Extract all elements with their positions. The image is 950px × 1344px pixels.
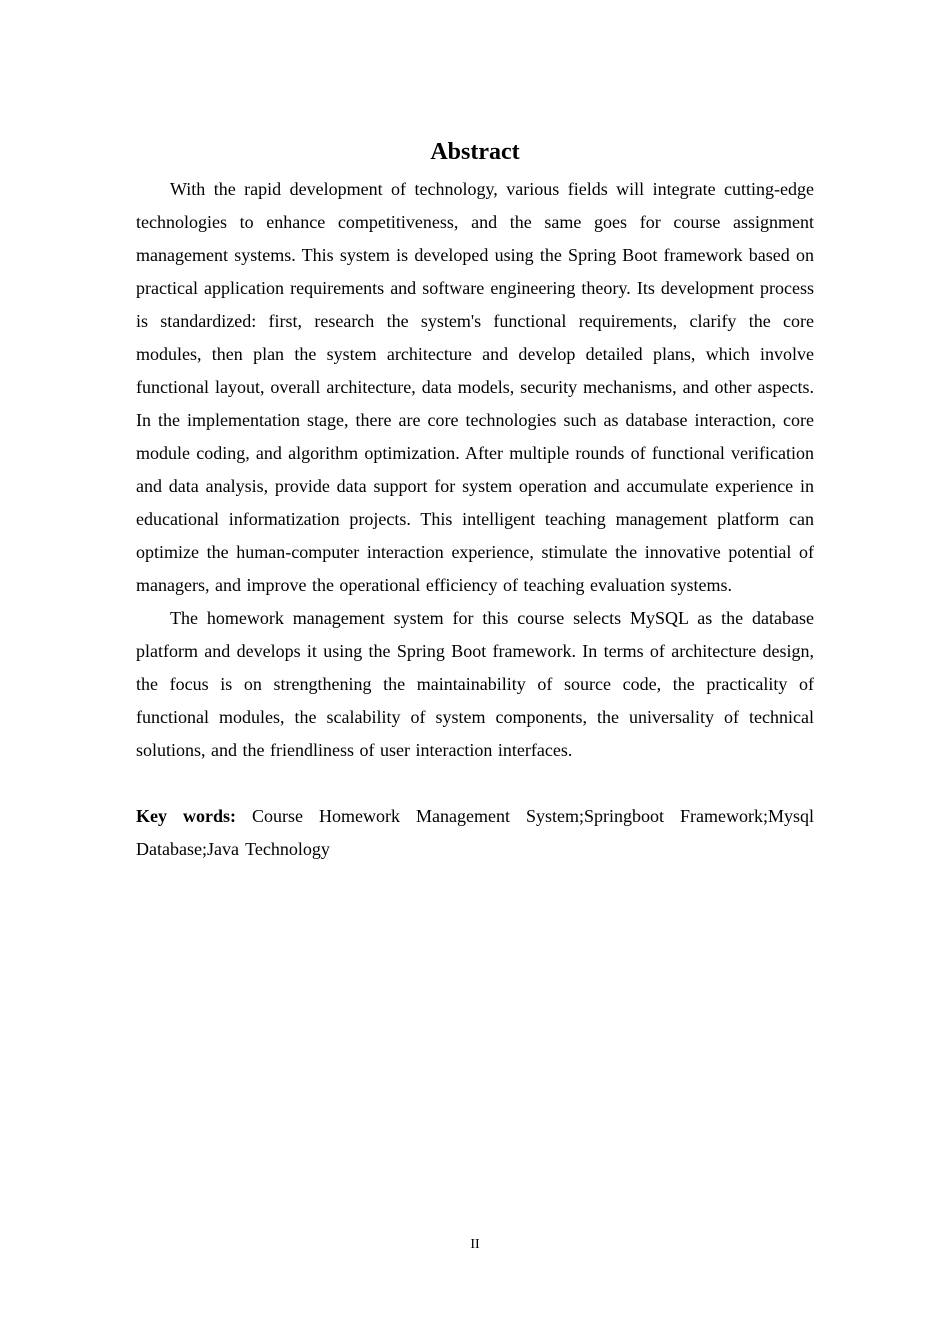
spacer (136, 767, 814, 800)
keywords-line (136, 800, 814, 866)
keywords-text: Course Homework Management System;Springboot Framework;Mysql Database;Java Technology (136, 806, 814, 859)
page-number: II (470, 1237, 480, 1252)
abstract-section (136, 134, 814, 866)
abstract-paragraph-1: With the rapid development of technology, various fields will integrate cutting-edge technologies to enhance competitiveness, and the same goes for course assignment management systems. This system is developed using the Spring Boot framework based on practical application requirements and software engineering theory. Its development process is standardized: first, research the system's functional requirements, clarify the core modules, then plan the system architecture and develop detailed plans, which involve functional layout, overall architecture, data models, security mechanisms, and other aspects. In the implementation stage, there are core technologies such as database interaction, core module coding, and algorithm optimization. After multiple rounds of functional verification and data analysis, provide data support for system operation and accumulate experience in educational informatization projects. This intelligent teaching management platform can optimize the human-computer interaction experience, stimulate the innovative potential of managers, and improve the operational efficiency of teaching evaluation systems. (136, 179, 814, 595)
keywords-label: Key words: (136, 806, 236, 826)
abstract-paragraph-2: The homework management system for this course selects MySQL as the database platform and develops it using the Spring Boot framework. In terms of architecture design, the focus is on strengthening the maintainability of source code, the practicality of functional modules, the scalability of system components, the universality of technical solutions, and the friendliness of user interaction interfaces. (136, 608, 814, 760)
abstract-title: Abstract (430, 139, 520, 165)
